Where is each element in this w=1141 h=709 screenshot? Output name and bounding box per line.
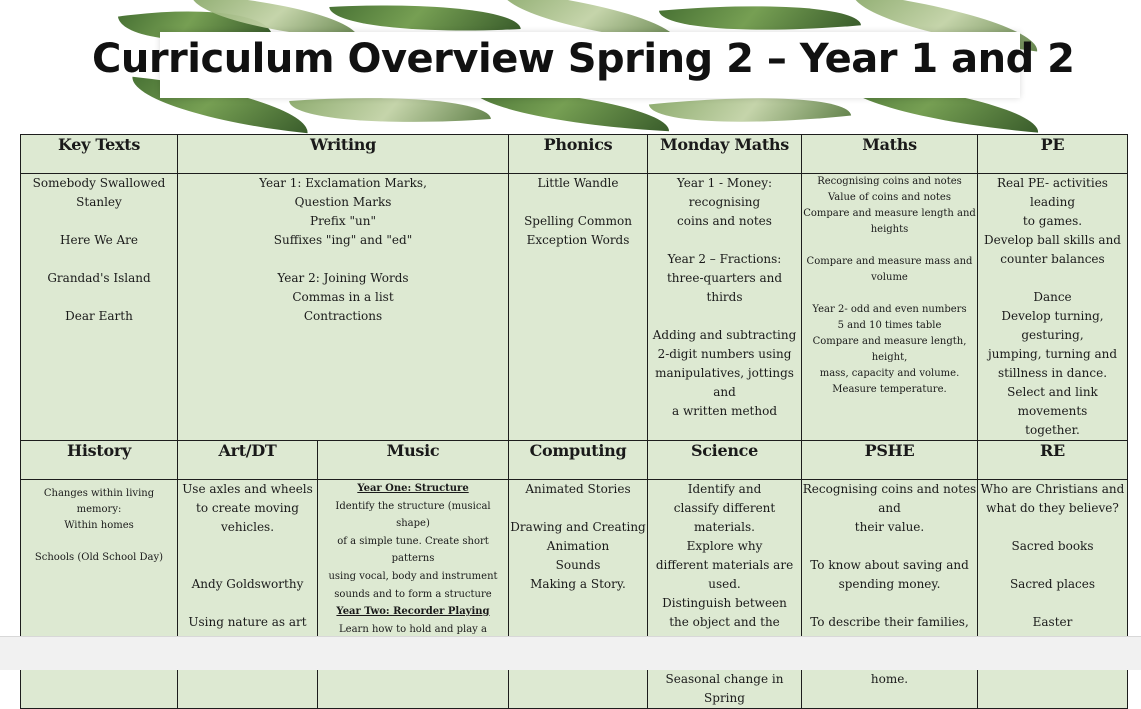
re-line: Easter [1032,615,1073,629]
art-dt-line: to create moving vehicles. [196,501,299,534]
header-music: Music [318,441,509,480]
pe-cell [978,174,1128,441]
phonics-line: Exception Words [526,233,630,247]
science-line: Identify and [687,482,762,496]
curriculum-table [20,134,1128,709]
music-line: Learn how to hold and play a [339,623,487,635]
pe-line: stillness in dance. [997,366,1108,380]
re-line: what do they believe? [986,501,1119,515]
maths-line: Recognising coins and notes [817,176,962,187]
writing-line: Year 1: Exclamation Marks, [259,176,427,190]
key-texts-cell [21,174,178,441]
monday-maths-line: manipulatives, jottings and [655,366,794,399]
pshe-line: To know about saving and [810,558,969,572]
science-cell [648,480,802,709]
re-line: Sacred places [1009,577,1096,591]
phonics-line: Spelling Common [524,214,632,228]
content-row-2 [21,480,1128,709]
maths-line: mass, capacity and volume. [819,368,960,379]
header-science: Science [648,441,802,480]
header-history: History [21,441,178,480]
music-year2-heading: Year Two: Recorder Playing [336,606,490,618]
pe-line: together. [1025,423,1080,437]
writing-line: Question Marks [294,195,392,209]
pshe-line: home. [870,672,909,686]
header-art-dt: Art/DT [178,441,318,480]
science-line: different materials are used. [655,558,794,591]
pe-line: jumping, turning and [987,347,1118,361]
header-key-texts: Key Texts [21,135,178,174]
science-line: the object and the [669,615,780,629]
key-text-item: Here We Are [60,233,138,247]
header-pe: PE [978,135,1128,174]
key-text-item: Grandad's Island [47,271,151,285]
header-re: RE [978,441,1128,480]
art-dt-line: Use axles and wheels [182,482,313,496]
header-writing: Writing [178,135,509,174]
history-line: Within homes [64,520,134,531]
re-line: Who are Christians and [980,482,1125,496]
science-line: Seasonal change in Spring [665,672,784,705]
history-line: Changes within living memory: [43,488,155,515]
maths-line: Value of coins and notes [828,192,951,203]
science-line: Distinguish between [662,596,787,610]
computing-line: Making a Story. [530,577,626,591]
writing-line: Year 2: Joining Words [277,271,409,285]
writing-cell [178,174,509,441]
science-line: Explore why [686,539,763,553]
music-line: using vocal, body and instrument [328,570,498,582]
monday-maths-cell [648,174,802,441]
writing-line: Contractions [303,309,383,323]
header-maths: Maths [802,135,978,174]
maths-line: Compare and measure length, height, [812,336,967,363]
music-cell [318,480,509,709]
header-monday-maths: Monday Maths [648,135,802,174]
writing-line: Suffixes "ing" and "ed" [273,233,413,247]
monday-maths-line: Year 1 - Money: recognising [676,176,773,209]
key-text-item: Dear Earth [65,309,133,323]
history-line: Schools (Old School Day) [34,552,164,563]
monday-maths-line: Year 2 – Fractions: [667,252,782,266]
phonics-cell [509,174,648,441]
maths-line: Year 2- odd and even numbers [812,304,967,315]
writing-line: Commas in a list [292,290,394,304]
pe-line: counter balances [1000,252,1105,266]
art-dt-cell [178,480,318,709]
monday-maths-line: three-quarters and thirds [666,271,783,304]
pe-line: Select and link movements [1007,385,1098,418]
pshe-line: spending money. [838,577,941,591]
pe-line: Develop turning, gesturing, [1001,309,1104,342]
header-computing: Computing [509,441,648,480]
computing-line: Sounds [555,558,601,572]
science-line: classify different materials. [673,501,776,534]
history-cell [21,480,178,709]
header-row-2 [21,441,1128,480]
pshe-cell [802,480,978,709]
pe-line: to games. [1022,214,1083,228]
monday-maths-line: Adding and subtracting [652,328,797,342]
maths-line: heights [870,224,909,235]
phonics-line: Little Wandle [537,176,619,190]
pshe-line: To describe their families, [810,615,969,629]
monday-maths-line: coins and notes [677,214,772,228]
computing-cell [509,480,648,709]
re-line: Sacred books [1011,539,1094,553]
computing-line: Animated Stories [525,482,631,496]
content-row-1 [21,174,1128,441]
art-dt-line: Using nature as art [188,615,307,629]
music-line: Identify the structure (musical shape) [335,500,491,530]
art-dt-line: Andy Goldsworthy [191,577,304,591]
maths-line: Measure temperature. [832,384,947,395]
pshe-line: their value. [854,520,925,534]
pshe-line: Recognising coins and notes and [802,482,977,515]
computing-line: Drawing and Creating [510,520,646,534]
computing-line: Animation [546,539,610,553]
music-line: sounds and to form a structure [334,588,492,600]
monday-maths-line: 2-digit numbers using [657,347,792,361]
header-phonics: Phonics [509,135,648,174]
bottom-bar [0,636,1141,670]
key-text-item: Somebody Swallowed Stanley [32,176,166,209]
maths-cell [802,174,978,441]
header-pshe: PSHE [802,441,978,480]
maths-line: 5 and 10 times table [837,320,942,331]
maths-line: Compare and measure mass and [806,256,973,267]
monday-maths-line: a written method [671,404,778,418]
page-title: Curriculum Overview Spring 2 – Year 1 and 2 [92,36,1075,82]
pe-line: Develop ball skills and [984,233,1121,247]
music-year1-heading: Year One: Structure [357,483,469,494]
pe-line: Dance [1033,290,1072,304]
pe-line: Real PE- activities leading [997,176,1108,209]
header-row-1 [21,135,1128,174]
music-line: of a simple tune. Create short patterns [337,535,489,565]
writing-line: Prefix "un" [310,214,376,228]
maths-line: Compare and measure length and [803,208,976,219]
maths-line: volume [871,272,908,283]
re-cell [978,480,1128,709]
